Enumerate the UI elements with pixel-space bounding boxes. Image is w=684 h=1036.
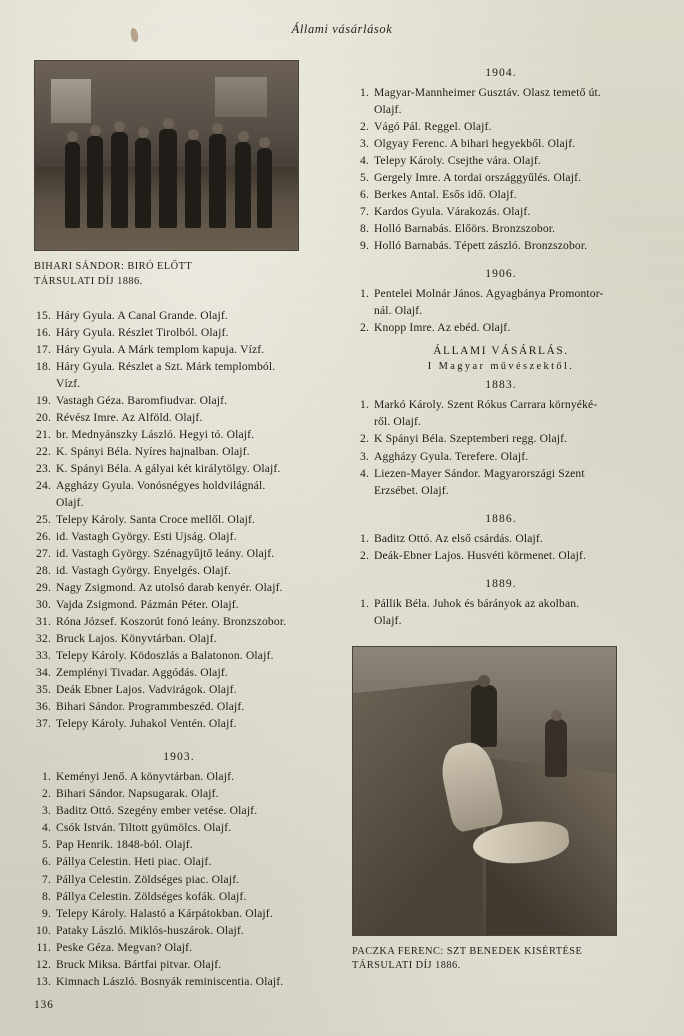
- list-item-text-line: id. Vastagh György. Szénagyűjtő leány. Olajf.: [56, 546, 275, 560]
- list-item-number: 31.: [36, 615, 51, 629]
- list-item-text-line: Bruck Lajos. Könyvtárban. Olajf.: [56, 632, 217, 646]
- list-item-number: 5.: [360, 171, 369, 185]
- list-item-text: [56, 973, 324, 990]
- list-item-number: 2.: [360, 548, 369, 562]
- list-item-text-line: Vastagh Géza. Baromfiudvar. Olajf.: [56, 393, 228, 407]
- list-item-text: [374, 595, 650, 629]
- list-item-number: 19.: [36, 393, 51, 407]
- section-heading: ÁLLAMI VÁSÁRLÁS.: [433, 345, 569, 358]
- list-item-text-line: Háry Gyula. Részlet Tirolból. Olajf.: [56, 325, 229, 339]
- list-item-number: 20.: [36, 410, 51, 424]
- list-item-text: [56, 871, 324, 888]
- list-item: [34, 922, 324, 939]
- list-item-number: 6.: [42, 855, 51, 869]
- list-item: [34, 836, 324, 853]
- list-item-number: 4.: [360, 154, 369, 168]
- list-item-text-line: Knopp Imre. Az ebéd. Olajf.: [374, 321, 511, 335]
- list-item-text: [374, 319, 650, 336]
- list-item-text: [56, 409, 324, 426]
- list-item-text: [56, 477, 324, 511]
- list-item-number: 35.: [36, 683, 51, 697]
- list-item-text-line: Markó Károly. Szent Rókus Carrara környéké-: [374, 398, 598, 412]
- list-item-text: [374, 169, 650, 186]
- list-item-text: [56, 785, 324, 802]
- right-column: [352, 60, 650, 974]
- list-item: [34, 647, 324, 664]
- list-item-number: 27.: [36, 546, 51, 560]
- list-item: [352, 135, 650, 152]
- list-item-text: [56, 460, 324, 477]
- list-item: [34, 871, 324, 888]
- list-item-text-line: Pentelei Molnár János. Agyagbánya Promontor-: [374, 287, 604, 301]
- list-item-text-line: K Spányi Béla. Szeptemberi regg. Olajf.: [374, 432, 568, 446]
- list-item-text: [374, 152, 650, 169]
- list-item-text: [56, 307, 324, 324]
- list-item: [34, 562, 324, 579]
- list-item: [34, 392, 324, 409]
- list-item-number: 2.: [360, 120, 369, 134]
- plate-figure: [209, 134, 226, 228]
- list-item-text: [56, 528, 324, 545]
- list-item-text: [56, 681, 324, 698]
- list-item-number: 8.: [42, 889, 51, 903]
- list-item-text: [56, 939, 324, 956]
- list-item-number: 11.: [36, 940, 51, 954]
- list-item-text-continuation: Olajf.: [374, 103, 402, 117]
- plate-window-left: [51, 79, 91, 123]
- list-item-text: [56, 562, 324, 579]
- list-item-text-line: Pap Henrik. 1848-ból. Olajf.: [56, 838, 193, 852]
- list-item: [352, 118, 650, 135]
- list-item-text: [56, 836, 324, 853]
- list-item-number: 9.: [42, 906, 51, 920]
- list-item-text: [56, 853, 324, 870]
- list-item-text-continuation: Olajf.: [374, 613, 402, 627]
- list-item-text: [374, 396, 650, 430]
- list-item-text-line: Aggházy Gyula. Vonósnégyes holdvilágnál.: [56, 478, 266, 492]
- list-item: [34, 477, 324, 511]
- list-item-text-line: Bruck Miksa. Bártfai pitvar. Olajf.: [56, 957, 222, 971]
- plate-figure: [545, 719, 567, 777]
- list-item-text-line: Bihari Sándor. Programmbeszéd. Olajf.: [56, 700, 245, 714]
- list-item: [34, 409, 324, 426]
- list-item-text-line: Telepy Károly. Halastó a Kárpátokban. Olajf.: [56, 906, 273, 920]
- list-item: [352, 169, 650, 186]
- list-item: [352, 285, 650, 319]
- list-item: [352, 319, 650, 336]
- list-item: [34, 443, 324, 460]
- plate-figure: [87, 136, 103, 228]
- list-item-text-line: Olgyay Ferenc. A bihari hegyekből. Olajf.: [374, 137, 576, 151]
- list-item-number: 34.: [36, 666, 51, 680]
- list-item-text: [374, 430, 650, 447]
- catalog-list-1903: [34, 768, 324, 989]
- list-item-text-line: Zemplényi Tivadar. Aggódás. Olajf.: [56, 666, 228, 680]
- list-item-number: 23.: [36, 461, 51, 475]
- list-item: [34, 768, 324, 785]
- list-item: [34, 715, 324, 732]
- list-item-text: [56, 545, 324, 562]
- list-item-text-line: K. Spányi Béla. A gályai két királytölgy. Olajf.: [56, 461, 281, 475]
- list-item-number: 2.: [42, 787, 51, 801]
- list-item-text-continuation: Vízf.: [56, 376, 81, 390]
- list-item-number: 7.: [42, 872, 51, 886]
- list-item-number: 3.: [360, 449, 369, 463]
- list-item: [34, 358, 324, 392]
- list-item-text: [56, 511, 324, 528]
- caption-line: PACZKA FERENC: SZT BENEDEK KISÉRTÉSE: [352, 945, 583, 957]
- caption-line: TÁRSULATI DÍJ 1886.: [352, 960, 461, 972]
- list-item: [34, 460, 324, 477]
- list-item-text: [56, 358, 324, 392]
- plate-bihari-biro-elott: [34, 60, 299, 251]
- list-item-text: [374, 237, 650, 254]
- list-item-number: 8.: [360, 222, 369, 236]
- list-item-text-line: Gergely Imre. A tordai országgyűlés. Olajf.: [374, 171, 582, 185]
- list-item-number: 4.: [360, 466, 369, 480]
- list-item-number: 1.: [360, 287, 369, 301]
- list-item-text-line: Keményi Jenő. A könyvtárban. Olajf.: [56, 770, 235, 784]
- list-item-text: [56, 922, 324, 939]
- list-item: [34, 664, 324, 681]
- list-item-number: 25.: [36, 512, 51, 526]
- list-item-number: 30.: [36, 598, 51, 612]
- page-folio: 136: [34, 999, 54, 1011]
- list-item: [352, 237, 650, 254]
- list-item-text-line: Liezen-Mayer Sándor. Magyarországi Szent: [374, 466, 585, 480]
- list-item-text-line: Háry Gyula. A Márk templom kapuja. Vízf.: [56, 342, 265, 356]
- list-item-text-line: br. Mednyánszky László. Hegyi tó. Olajf.: [56, 427, 255, 441]
- list-item-text: [374, 465, 650, 499]
- plate-figure: [185, 140, 201, 228]
- list-item-text-continuation: ről. Olajf.: [374, 415, 422, 429]
- list-item: [34, 545, 324, 562]
- list-item-number: 18.: [36, 359, 51, 373]
- list-item-number: 22.: [36, 444, 51, 458]
- caption-line: BIHARI SÁNDOR: BIRÓ ELŐTT: [34, 261, 193, 272]
- list-item-number: 1.: [360, 531, 369, 545]
- list-item-text: [56, 888, 324, 905]
- list-item-text: [56, 613, 324, 630]
- list-item-text: [374, 135, 650, 152]
- list-item-text: [56, 715, 324, 732]
- list-item: [34, 528, 324, 545]
- catalog-list-1904: [352, 84, 650, 254]
- plate-window-right: [215, 77, 267, 117]
- list-item: [34, 630, 324, 647]
- catalog-list-1883: [352, 396, 650, 498]
- list-item-text-continuation: nál. Olajf.: [374, 304, 423, 318]
- list-item-text: [56, 324, 324, 341]
- plate-caption-paczka: [352, 945, 650, 975]
- list-item: [352, 84, 650, 118]
- list-item: [34, 613, 324, 630]
- list-item-text-line: Csók István. Tiltott gyümölcs. Olajf.: [56, 821, 232, 835]
- list-item-text-line: Pállya Celestin. Heti piac. Olajf.: [56, 855, 212, 869]
- list-item: [34, 579, 324, 596]
- list-item-text-line: Deák-Ebner Lajos. Husvéti körmenet. Olajf.: [374, 548, 587, 562]
- year-heading-1883: 1883.: [485, 378, 517, 392]
- list-item-number: 6.: [360, 188, 369, 202]
- section-subheading: I Magyar művészektől.: [427, 361, 575, 373]
- list-item-number: 2.: [360, 432, 369, 446]
- list-item: [352, 595, 650, 629]
- list-item: [34, 785, 324, 802]
- catalog-list-1886: [352, 530, 650, 564]
- list-item-text-line: Deák Ebner Lajos. Vadvirágok. Olajf.: [56, 683, 237, 697]
- list-item-text: [56, 647, 324, 664]
- list-item-text: [56, 579, 324, 596]
- list-item: [34, 939, 324, 956]
- list-item-text-line: id. Vastagh György. Esti Ujság. Olajf.: [56, 529, 237, 543]
- list-item: [352, 430, 650, 447]
- list-item-text-line: K. Spányi Béla. Nyíres hajnalban. Olajf.: [56, 444, 250, 458]
- list-item-text-line: Pállik Béla. Juhok és bárányok az akolban.: [374, 596, 580, 610]
- list-item: [34, 905, 324, 922]
- list-item-text: [374, 220, 650, 237]
- list-item-text: [56, 443, 324, 460]
- year-heading-1904: 1904.: [485, 66, 517, 79]
- list-item: [34, 973, 324, 990]
- plate-paczka-szt-benedek: [352, 646, 617, 936]
- list-item-text: [56, 768, 324, 785]
- list-item-number: 24.: [36, 478, 51, 492]
- list-item-text: [374, 547, 650, 564]
- left-column: [34, 60, 324, 990]
- year-heading-1903: 1903.: [163, 750, 195, 764]
- list-item-text-line: Telepy Károly. Ködoszlás a Balatonon. Olajf.: [56, 649, 274, 663]
- list-item-text: [374, 203, 650, 220]
- list-item-text-line: Nagy Zsigmond. Az utolsó darab kenyér. Olajf.: [56, 581, 283, 595]
- list-item-number: 33.: [36, 649, 51, 663]
- list-item-text-line: Holló Barnabás. Előörs. Bronzszobor.: [374, 222, 556, 236]
- list-item-number: 21.: [36, 427, 51, 441]
- plate-figure: [111, 132, 128, 228]
- list-item-text-line: Peske Géza. Megvan? Olajf.: [56, 940, 193, 954]
- list-item-text: [374, 84, 650, 118]
- list-item-text: [56, 392, 324, 409]
- list-item-number: 32.: [36, 632, 51, 646]
- list-item-text: [56, 596, 324, 613]
- list-item-text-line: Holló Barnabás. Tépett zászló. Bronzszobor.: [374, 239, 588, 253]
- list-item-text-line: Vágó Pál. Reggel. Olajf.: [374, 120, 492, 134]
- list-item-number: 2.: [360, 321, 369, 335]
- list-item-text-line: Berkes Antal. Esős idő. Olajf.: [374, 188, 517, 202]
- list-item-text-line: Kimnach László. Bosnyák reminiscentia. Olajf.: [56, 974, 284, 988]
- list-item-text-line: Bihari Sándor. Napsugarak. Olajf.: [56, 787, 219, 801]
- list-item-number: 1.: [360, 398, 369, 412]
- list-item-text-line: Aggházy Gyula. Terefere. Olajf.: [374, 449, 529, 463]
- catalog-list-1906: [352, 285, 650, 336]
- list-item: [34, 802, 324, 819]
- list-item: [34, 511, 324, 528]
- list-item-number: 28.: [36, 564, 51, 577]
- list-item-number: 3.: [42, 804, 51, 818]
- list-item: [34, 307, 324, 324]
- list-item: [34, 956, 324, 973]
- list-item: [34, 341, 324, 358]
- list-item-text: [56, 341, 324, 358]
- list-item-number: 37.: [36, 717, 51, 731]
- list-item-number: 1.: [360, 86, 369, 99]
- catalog-list-1889: [352, 595, 650, 629]
- plate-figure: [235, 142, 251, 228]
- list-item-text-line: Háry Gyula. A Canal Grande. Olajf.: [56, 308, 228, 322]
- list-item-text: [56, 698, 324, 715]
- list-item-text: [56, 630, 324, 647]
- list-item-text: [56, 802, 324, 819]
- list-item-text-line: Baditz Ottó. Szegény ember vetése. Olajf.: [56, 804, 258, 818]
- list-item-text-line: Pataky László. Miklós-huszárok. Olajf.: [56, 923, 244, 937]
- list-item-number: 36.: [36, 700, 51, 714]
- list-item-text-line: Róna József. Koszorút fonó leány. Bronzszobor.: [56, 615, 287, 629]
- plate-caption-bihari: [34, 260, 324, 290]
- list-item-number: 15.: [36, 308, 51, 322]
- list-item-text-line: Kardos Gyula. Várakozás. Olajf.: [374, 205, 531, 219]
- catalog-list-continued: [34, 307, 324, 733]
- list-item: [352, 547, 650, 564]
- plate-figure: [65, 142, 80, 228]
- list-item-number: 12.: [36, 957, 51, 971]
- year-heading-1889: 1889.: [485, 576, 517, 590]
- list-item-number: 10.: [36, 923, 51, 937]
- list-item-number: 16.: [36, 325, 51, 339]
- list-item-text: [56, 905, 324, 922]
- list-item-number: 7.: [360, 205, 369, 219]
- list-item: [352, 152, 650, 169]
- list-item: [34, 853, 324, 870]
- list-item-text: [56, 426, 324, 443]
- list-item: [352, 448, 650, 465]
- list-item-number: 9.: [360, 239, 369, 253]
- list-item: [352, 186, 650, 203]
- plate-figure: [471, 685, 497, 747]
- plate-figure: [159, 129, 177, 228]
- list-item-text-line: Magyar-Mannheimer Gusztáv. Olasz temető út.: [374, 86, 601, 99]
- list-item-number: 17.: [36, 342, 51, 356]
- list-item-number: 4.: [42, 821, 51, 835]
- running-head: Állami vásárlások: [291, 22, 393, 36]
- list-item-number: 26.: [36, 529, 51, 543]
- list-item-text-continuation: Erzsébet. Olajf.: [374, 483, 449, 497]
- list-item: [34, 426, 324, 443]
- list-item-text-line: Vajda Zsigmond. Pázmán Péter. Olajf.: [56, 598, 239, 612]
- list-item-text-line: Telepy Károly. Juhakol Ventén. Olajf.: [56, 717, 237, 731]
- list-item-text: [374, 118, 650, 135]
- year-heading-1886: 1886.: [485, 511, 517, 525]
- list-item-text: [374, 186, 650, 203]
- list-item: [352, 530, 650, 547]
- list-item-text-line: Telepy Károly. Csejthe vára. Olajf.: [374, 154, 541, 168]
- list-item: [352, 203, 650, 220]
- list-item-number: 1.: [42, 770, 51, 784]
- list-item-text-line: Baditz Ottó. Az első csárdás. Olajf.: [374, 531, 543, 545]
- plate-figure: [135, 138, 151, 228]
- list-item-text: [374, 285, 650, 319]
- list-item: [34, 819, 324, 836]
- list-item-text: [374, 530, 650, 547]
- list-item-text: [56, 956, 324, 973]
- list-item: [352, 465, 650, 499]
- list-item: [352, 220, 650, 237]
- list-item: [352, 396, 650, 430]
- list-item: [34, 888, 324, 905]
- list-item-text: [56, 819, 324, 836]
- year-heading-1906: 1906.: [485, 267, 517, 281]
- list-item-text: [374, 448, 650, 465]
- list-item-number: 5.: [42, 838, 51, 852]
- plate-figure: [257, 148, 272, 228]
- list-item-number: 3.: [360, 137, 369, 151]
- list-item-text-line: Pállya Celestin. Zöldséges kofák. Olajf.: [56, 889, 247, 903]
- caption-line: TÁRSULATI DÍJ 1886.: [34, 275, 143, 287]
- list-item-text-line: Háry Gyula. Részlet a Szt. Márk templomból.: [56, 359, 276, 373]
- list-item-text-line: Telepy Károly. Santa Croce mellől. Olajf.: [56, 512, 256, 526]
- list-item-text-line: Pállya Celestin. Zöldséges piac. Olajf.: [56, 872, 240, 886]
- list-item: [34, 681, 324, 698]
- list-item-text-line: id. Vastagh György. Enyelgés. Olajf.: [56, 564, 231, 577]
- list-item-text: [56, 664, 324, 681]
- list-item-text-continuation: Olajf.: [56, 495, 84, 509]
- list-item-number: 13.: [36, 974, 51, 988]
- list-item-number: 29.: [36, 581, 51, 595]
- list-item: [34, 324, 324, 341]
- list-item: [34, 596, 324, 613]
- list-item-text-line: Révész Imre. Az Alföld. Olajf.: [56, 410, 203, 424]
- list-item: [34, 698, 324, 715]
- list-item-number: 1.: [360, 596, 369, 610]
